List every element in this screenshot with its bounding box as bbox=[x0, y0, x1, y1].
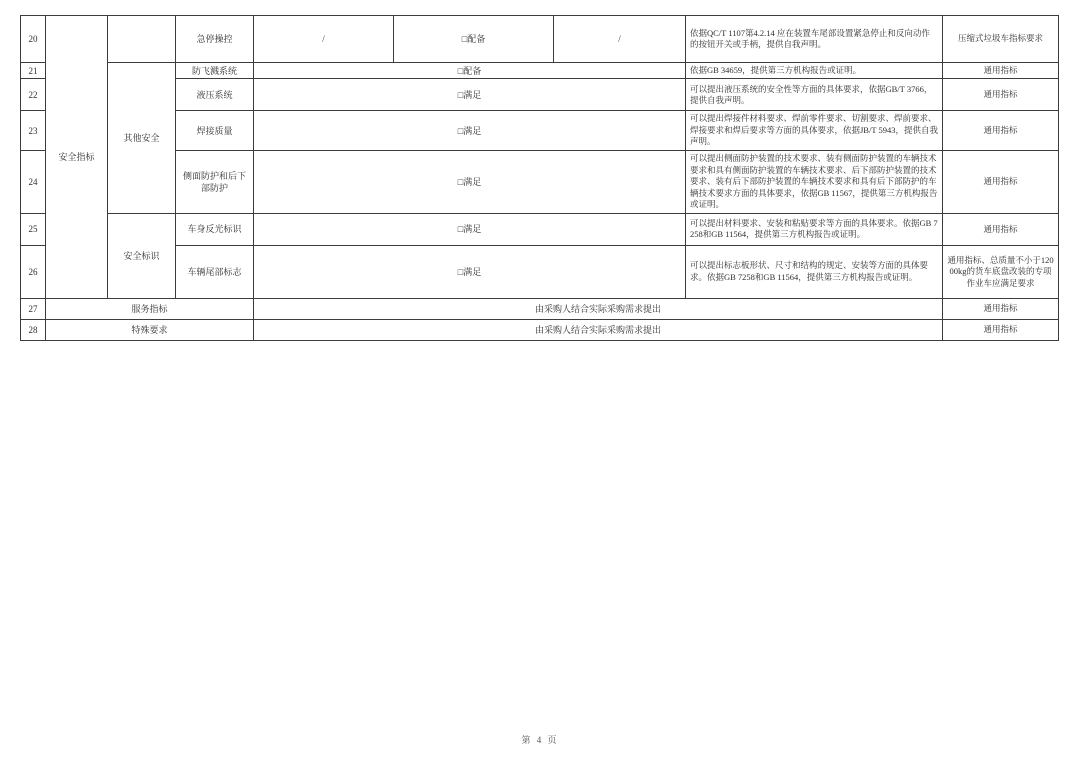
item-name-cell: 车辆尾部标志 bbox=[176, 245, 254, 298]
requirement-cell: 可以提出侧面防护装置的技术要求、装有侧面防护装置的车辆技术要求和具有侧面防护装置的车辆技术要求、后下部防护装置的技术要求、装有后下部防护装置的车辆技术要求和具有后下部防护的车辆技术要求方面的具体要求，依据GB 11567，提供第三方机构报告或证明。 bbox=[686, 150, 943, 213]
row-number-cell: 27 bbox=[21, 298, 46, 319]
requirement-cell: 依据QC/T 1107第4.2.14 应在装置车尾部设置紧急停止和反向动作的按钮开关或手柄，提供自我声明。 bbox=[686, 16, 943, 63]
indicator-type-cell: 通用指标 bbox=[943, 213, 1059, 245]
option-cell: □满足 bbox=[254, 150, 686, 213]
row-number-cell: 23 bbox=[21, 111, 46, 150]
indicator-type-cell: 通用指标 bbox=[943, 319, 1059, 340]
option-cell: □配备 bbox=[254, 63, 686, 79]
table-row bbox=[21, 245, 1059, 298]
item-name-cell: 焊接质量 bbox=[176, 111, 254, 150]
indicator-type-cell: 通用指标 bbox=[943, 111, 1059, 150]
row-number-cell: 26 bbox=[21, 245, 46, 298]
row-number-cell: 20 bbox=[21, 16, 46, 63]
indicator-type-cell: 通用指标 bbox=[943, 298, 1059, 319]
option-cell: □满足 bbox=[254, 213, 686, 245]
subcategory-cell-empty bbox=[108, 16, 176, 63]
requirement-cell: 由采购人结合实际采购需求提出 bbox=[254, 298, 943, 319]
requirement-cell: 可以提出标志板形状、尺寸和结构的规定、安装等方面的具体要求。依据GB 7258和GB 11564，提供第三方机构报告或证明。 bbox=[686, 245, 943, 298]
option-cell: □满足 bbox=[254, 245, 686, 298]
row-number-cell: 22 bbox=[21, 79, 46, 111]
row-number-cell: 21 bbox=[21, 63, 46, 79]
page-number-footer: 第 4 页 bbox=[521, 735, 559, 745]
indicator-type-cell: 压缩式垃圾车指标要求 bbox=[943, 16, 1059, 63]
indicator-type-cell: 通用指标 bbox=[943, 79, 1059, 111]
subcategory-cell-other-safety: 其他安全 bbox=[108, 63, 176, 214]
option-cell: □满足 bbox=[254, 111, 686, 150]
category-cell-service: 服务指标 bbox=[46, 298, 254, 319]
table-row bbox=[21, 213, 1059, 245]
category-cell-safety: 安全指标 bbox=[46, 16, 108, 299]
table-row bbox=[21, 63, 1059, 79]
param-cell: / bbox=[554, 16, 686, 63]
indicator-type-cell: 通用指标 bbox=[943, 150, 1059, 213]
indicator-type-cell: 通用指标 bbox=[943, 63, 1059, 79]
requirement-cell: 由采购人结合实际采购需求提出 bbox=[254, 319, 943, 340]
param-cell: / bbox=[254, 16, 394, 63]
requirement-cell: 可以提出焊接件材料要求、焊前零件要求、切割要求、焊前要求、焊接要求和焊后要求等方面的具体要求，依据JB/T 5943，提供自我声明。 bbox=[686, 111, 943, 150]
item-name-cell: 车身反光标识 bbox=[176, 213, 254, 245]
requirement-cell: 依据GB 34659，提供第三方机构报告或证明。 bbox=[686, 63, 943, 79]
table-row bbox=[21, 298, 1059, 319]
table-row bbox=[21, 150, 1059, 213]
row-number-cell: 28 bbox=[21, 319, 46, 340]
subcategory-cell-safety-marking: 安全标识 bbox=[108, 213, 176, 298]
table-row bbox=[21, 319, 1059, 340]
requirement-cell: 可以提出材料要求、安装和粘贴要求等方面的具体要求。依据GB 7258和GB 11564，提供第三方机构报告或证明。 bbox=[686, 213, 943, 245]
row-number-cell: 24 bbox=[21, 150, 46, 213]
spec-table bbox=[20, 15, 1059, 341]
item-name-cell: 急停操控 bbox=[176, 16, 254, 63]
row-number-cell: 25 bbox=[21, 213, 46, 245]
table-row bbox=[21, 111, 1059, 150]
item-name-cell: 侧面防护和后下部防护 bbox=[176, 150, 254, 213]
option-cell: □配备 bbox=[394, 16, 554, 63]
item-name-cell: 防飞溅系统 bbox=[176, 63, 254, 79]
indicator-type-cell: 通用指标、总质量不小于12000kg的货车底盘改装的专项作业车应满足要求 bbox=[943, 245, 1059, 298]
category-cell-special: 特殊要求 bbox=[46, 319, 254, 340]
item-name-cell: 液压系统 bbox=[176, 79, 254, 111]
requirement-cell: 可以提出液压系统的安全性等方面的具体要求，依据GB/T 3766，提供自我声明。 bbox=[686, 79, 943, 111]
table-row bbox=[21, 16, 1059, 63]
table-row bbox=[21, 79, 1059, 111]
option-cell: □满足 bbox=[254, 79, 686, 111]
